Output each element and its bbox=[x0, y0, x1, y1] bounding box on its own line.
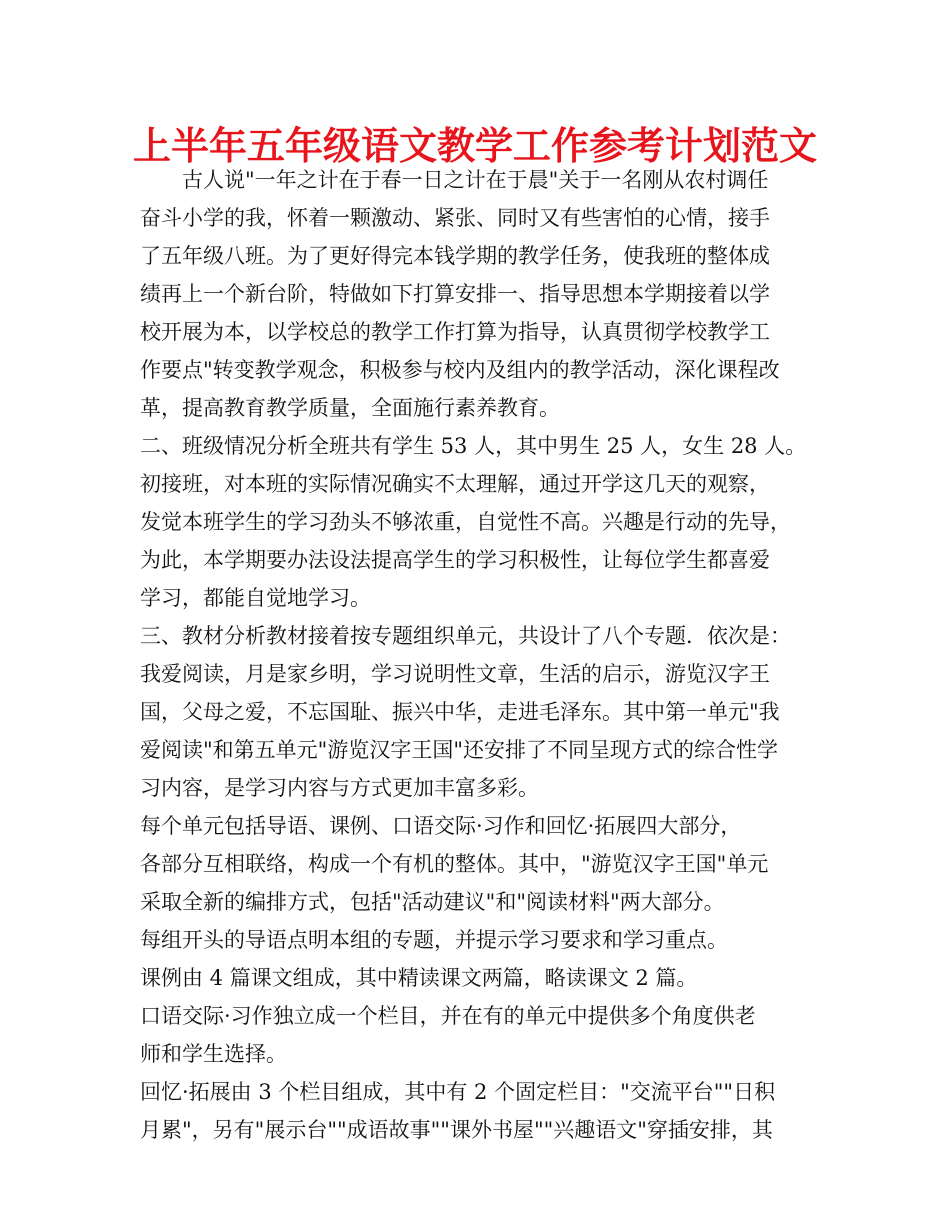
body-line: 各部分互相联络，构成一个有机的整体。其中，"游览汉字王国"单元 bbox=[140, 852, 769, 876]
body-line: 月累"，另有"展示台""成语故事""课外书屋""兴趣语文"穿插安排，其 bbox=[140, 1118, 773, 1142]
body-line: 课例由 4 篇课文组成，其中精读课文两篇，略读课文 2 篇。 bbox=[140, 966, 698, 990]
body-line: 奋斗小学的我，怀着一颗激动、紧张、同时又有些害怕的心情，接手 bbox=[140, 206, 770, 230]
body-line: 绩再上一个新台阶，特做如下打算安排一、指导思想本学期接着以学 bbox=[140, 282, 770, 306]
body-line: 三、教材分析教材接着按专题组织单元，共设计了八个专题．依次是： bbox=[140, 624, 791, 648]
body-line: 师和学生选择。 bbox=[140, 1042, 287, 1066]
body-line: 发觉本班学生的学习劲头不够浓重，自觉性不高。兴趣是行动的先导， bbox=[140, 510, 791, 534]
document-title: 上半年五年级语文教学工作参考计划范文 bbox=[132, 124, 817, 168]
body-line: 回忆·拓展由 3 个栏目组成，其中有 2 个固定栏目："交流平台""日积 bbox=[140, 1080, 776, 1104]
body-line: 国，父母之爱，不忘国耻、振兴中华，走进毛泽东。其中第一单元"我 bbox=[140, 700, 780, 724]
body-line: 二、班级情况分析全班共有学生 53 人，其中男生 25 人，女生 28 人。 bbox=[140, 434, 807, 458]
body-line: 每个单元包括导语、课例、口语交际·习作和回忆·拓展四大部分， bbox=[140, 814, 742, 838]
body-line: 初接班，对本班的实际情况确实不太理解，通过开学这几天的观察， bbox=[140, 472, 770, 496]
body-line: 每组开头的导语点明本组的专题，并提示学习要求和学习重点。 bbox=[140, 928, 728, 952]
body-line: 采取全新的编排方式，包括"活动建议"和"阅读材料"两大部分。 bbox=[140, 890, 725, 914]
body-line: 作要点"转变教学观念，积极参与校内及组内的教学活动，深化课程改 bbox=[140, 358, 780, 382]
body-line: 爱阅读"和第五单元"游览汉字王国"还安排了不同呈现方式的综合性学 bbox=[140, 738, 778, 762]
body-line: 校开展为本，以学校总的教学工作打算为指导，认真贯彻学校教学工 bbox=[140, 320, 770, 344]
body-line: 我爱阅读，月是家乡明，学习说明性文章，生活的启示，游览汉字王 bbox=[140, 662, 770, 686]
body-line: 学习，都能自觉地学习。 bbox=[140, 586, 371, 610]
body-line: 为此，本学期要办法设法提高学生的学习积极性，让每位学生都喜爱 bbox=[140, 548, 770, 572]
document-body bbox=[140, 161, 815, 1149]
body-line: 习内容，是学习内容与方式更加丰富多彩。 bbox=[140, 776, 539, 800]
body-line: 了五年级八班。为了更好得完本钱学期的教学任务，使我班的整体成 bbox=[140, 244, 770, 268]
body-line: 革，提高教育教学质量，全面施行素养教育。 bbox=[140, 396, 560, 420]
body-line: 古人说"一年之计在于春一日之计在于晨"关于一名刚从农村调任 bbox=[182, 168, 769, 192]
body-line: 口语交际·习作独立成一个栏目，并在有的单元中提供多个角度供老 bbox=[140, 1004, 756, 1028]
